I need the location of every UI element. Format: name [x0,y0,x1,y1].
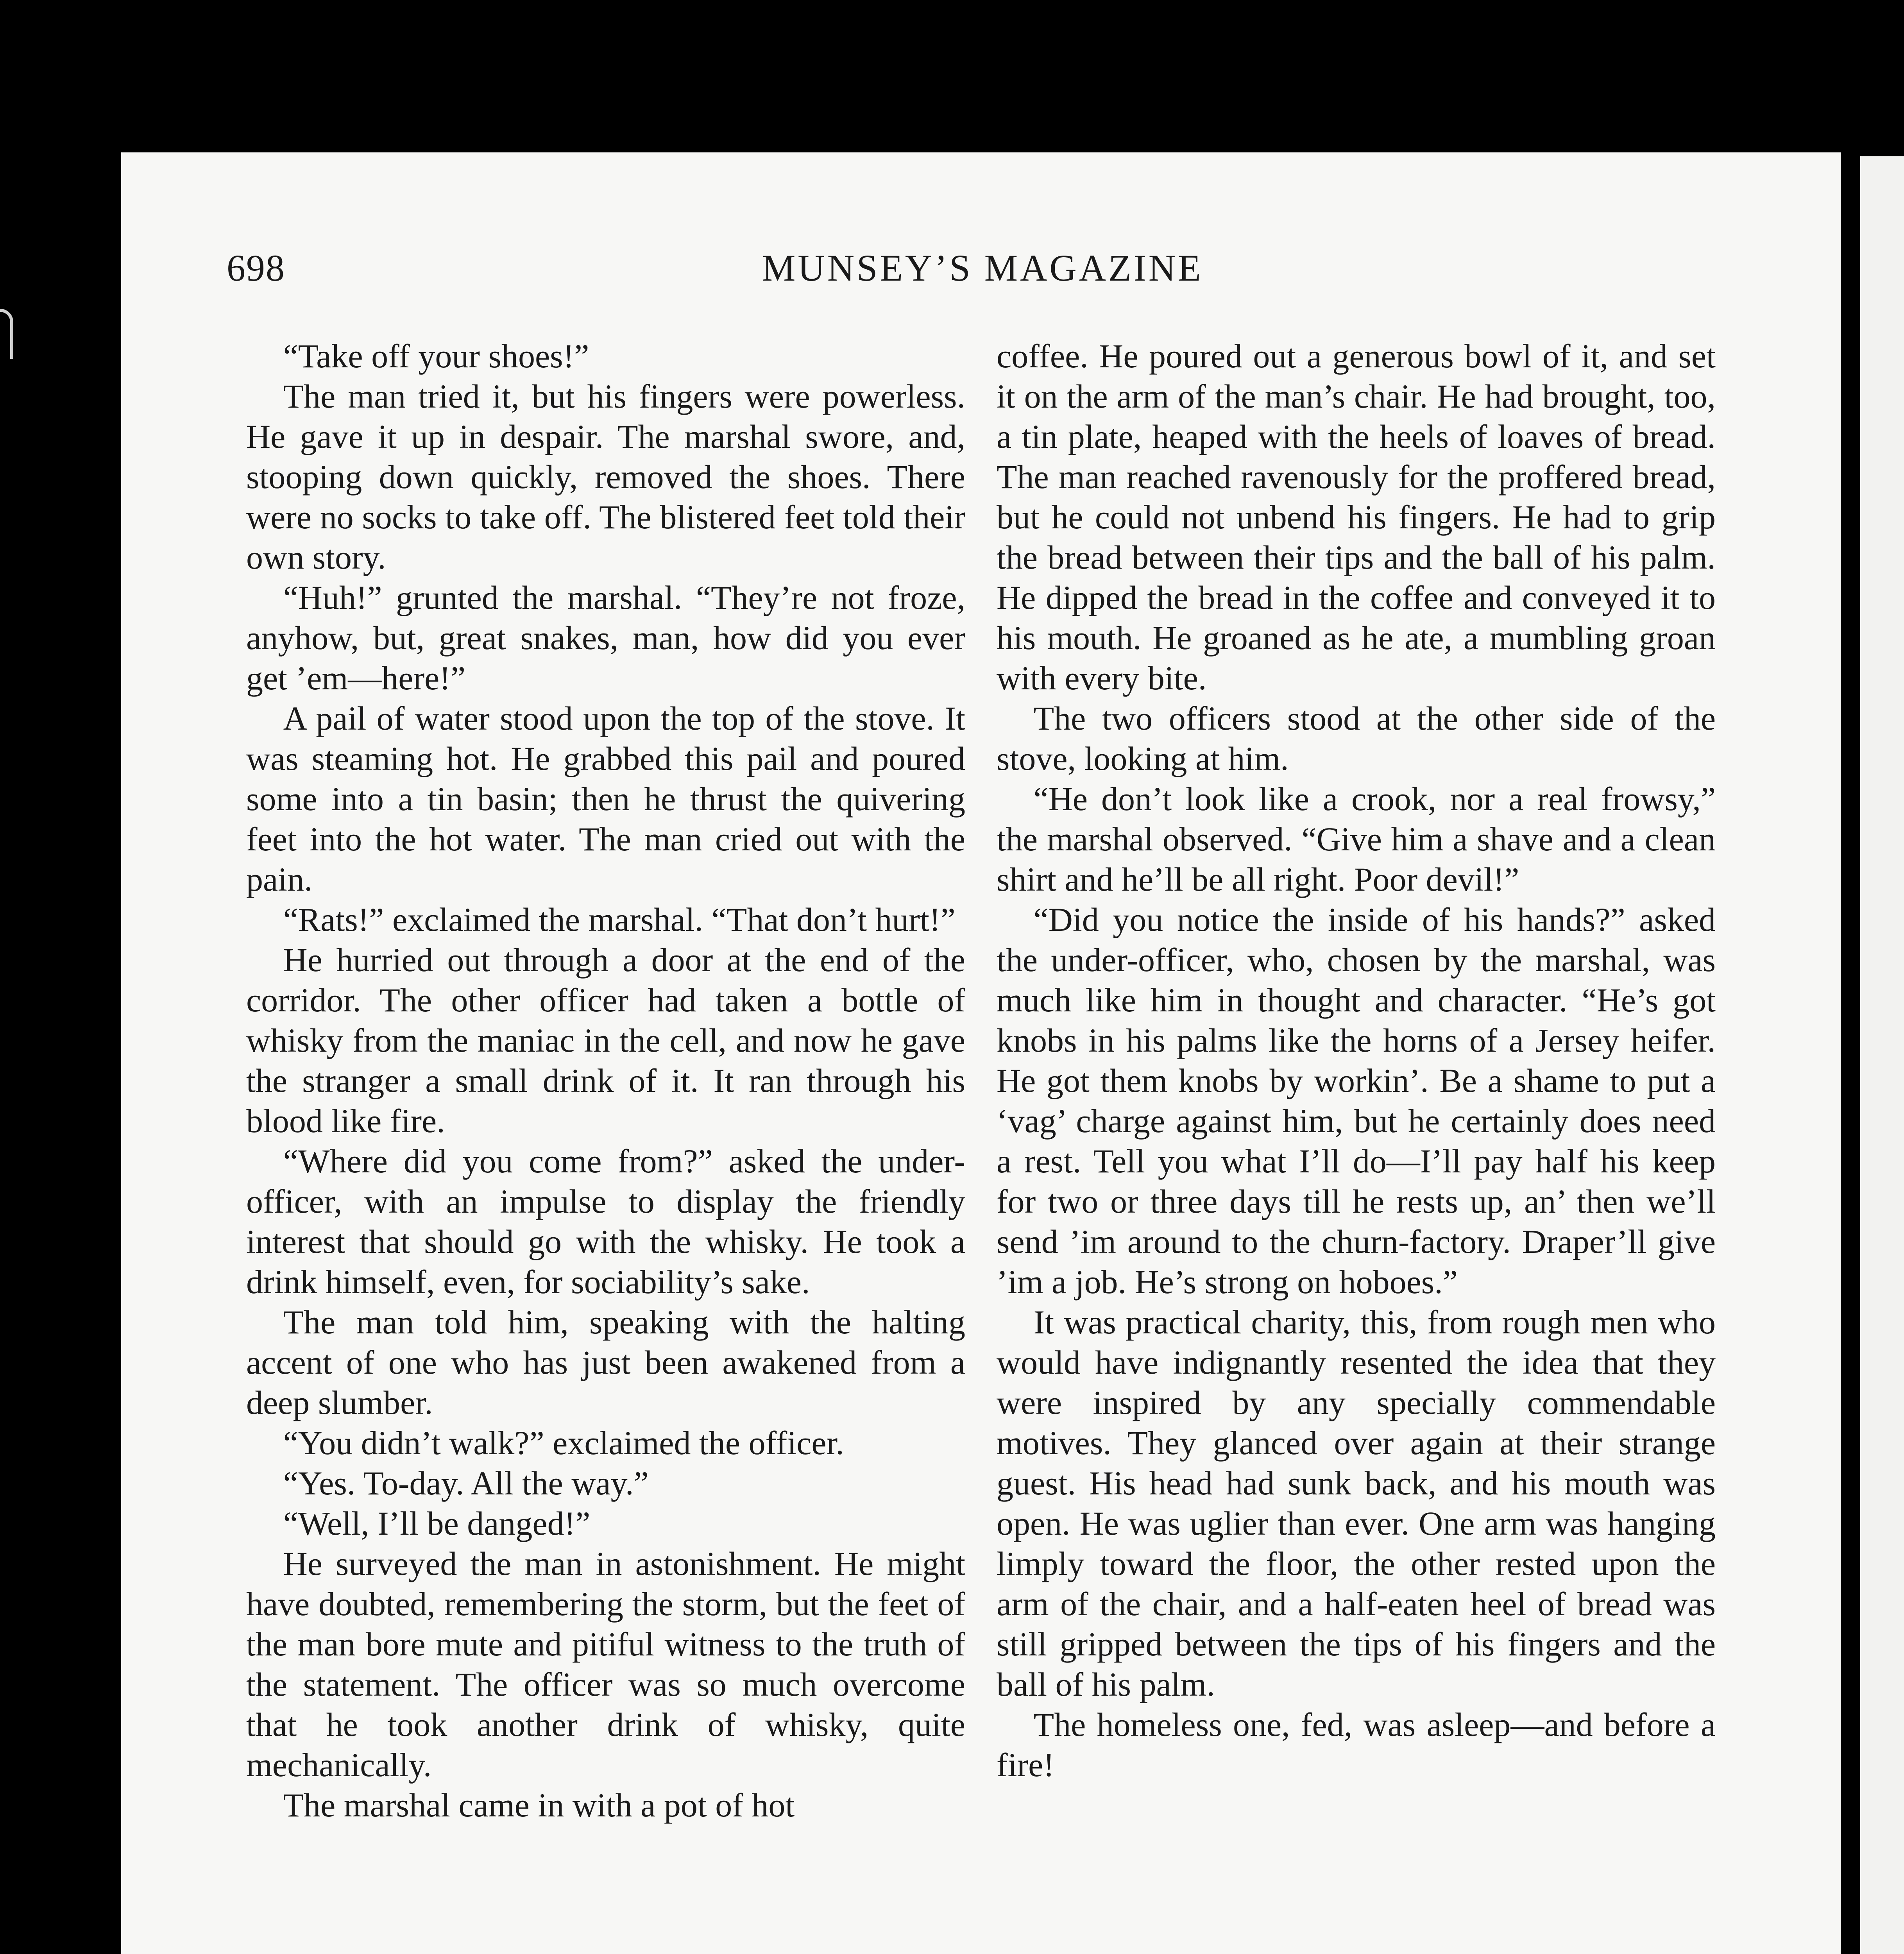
paragraph: “You didn’t walk?” exclaimed the officer. [283,1424,844,1462]
paragraph: A pail of water stood upon the top of the stove. It was steaming hot. He grabbed this pail and poured some into a tin basin; then he thrust the quivering feet into the hot water. The man cried out with the pain. [246,700,965,898]
paragraph: “Take off your shoes!” [283,337,589,375]
adjacent-page-edge [1860,156,1904,1954]
page-number: 698 [227,247,285,289]
paragraph: The marshal came in with a pot of hot [283,1786,795,1824]
paragraph: The homeless one, fed, was asleep—and before a fire! [997,1706,1716,1784]
scan-edge-mark [0,309,13,359]
magazine-page [121,152,1841,1954]
right-column [997,336,1716,1785]
paragraph: The man tried it, but his fingers were powerless. He gave it up in despair. The marshal swore, and, stooping down quickly, removed the shoes. There were no socks to take off. The blistered feet told their own story. [246,378,965,576]
page-header [121,246,1841,301]
paragraph: “Yes. To-day. All the way.” [283,1464,649,1502]
paragraph: “He don’t look like a crook, nor a real frowsy,” the marshal observed. “Give him a shave and a clean shirt and he’ll be all right. Poor devil!” [997,780,1716,898]
running-title: MUNSEY’S MAGAZINE [762,247,1203,289]
paragraph: The man told him, speaking with the halting accent of one who has just been awakened from a deep slumber. [246,1303,965,1421]
paragraph: “Did you notice the inside of his hands?” asked the under-officer, who, chosen by the marshal, was much like him in thought and character. “He’s got knobs in his palms like the horns of a Jersey heifer. He got them knobs by workin’. Be a shame to put a ‘vag’ charge against him, but he certainly does need a rest. Tell you what I’ll do—I’ll pay half his keep for two or three days till he rests up, an’ then we’ll send ’im around to the churn-factory. Draper’ll give ’im a job. He’s strong on hoboes.” [997,901,1716,1301]
paragraph: “Where did you come from?” asked the under-officer, with an impulse to display the friendly interest that should go with the whisky. He took a drink himself, even, for sociability’s sake. [246,1142,965,1301]
paragraph-continued: coffee. He poured out a generous bowl of it, and set it on the arm of the man’s chair. He had brought, too, a tin plate, heaped with the heels of loaves of bread. The man reached ravenously for the proffered bread, but he could not unbend his fingers. He had to grip the bread between their tips and the ball of his palm. He dipped the bread in the coffee and conveyed it to his mouth. He groaned as he ate, a mumbling groan with every bite. [997,337,1716,697]
paragraph: The two officers stood at the other side of the stove, looking at him. [997,700,1716,777]
paragraph: “Well, I’ll be danged!” [283,1505,591,1542]
paragraph: “Rats!” exclaimed the marshal. “That don’t hurt!” [283,901,956,938]
paragraph: He hurried out through a door at the end of the corridor. The other officer had taken a bottle of whisky from the maniac in the cell, and now he gave the stranger a small drink of it. It ran through his blood like fire. [246,941,965,1140]
paragraph: He surveyed the man in astonishment. He might have doubted, remembering the storm, but the feet of the man bore mute and pitiful witness to the truth of the statement. The officer was so much overcome that he took another drink of whisky, quite mechanically. [246,1545,965,1784]
paragraph: It was practical charity, this, from rough men who would have indignantly resented the idea that they were inspired by any specially commendable motives. They glanced over again at their strange guest. His head had sunk back, and his mouth was open. He was uglier than ever. One arm was hanging limply toward the floor, the other rested upon the arm of the chair, and a half-eaten heel of bread was still gripped between the tips of his fingers and the ball of his palm. [997,1303,1716,1703]
left-column [246,336,965,1825]
paragraph: “Huh!” grunted the marshal. “They’re not froze, anyhow, but, great snakes, man, how did you ever get ’em—here!” [246,579,965,697]
